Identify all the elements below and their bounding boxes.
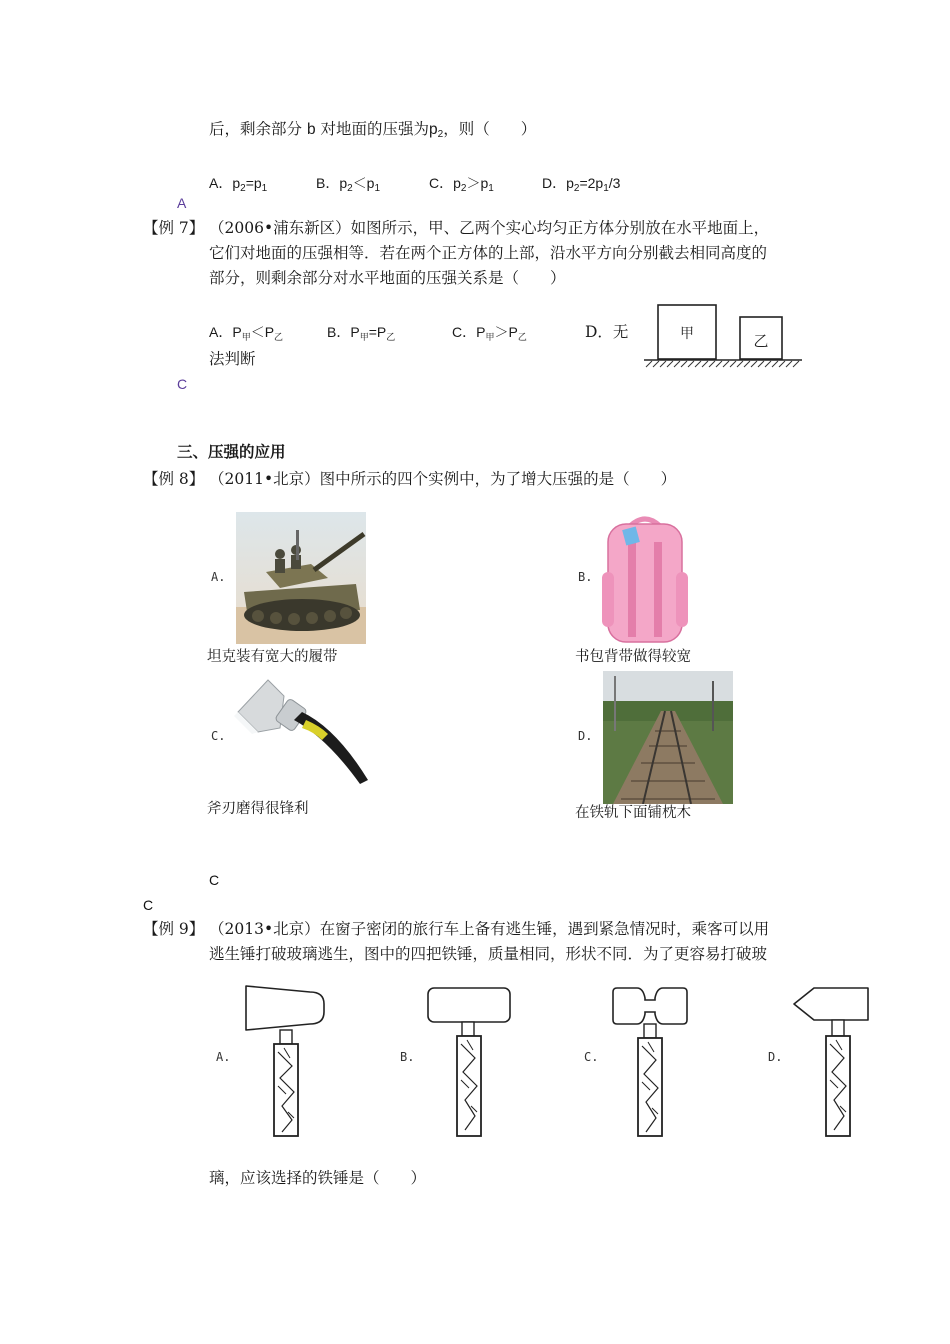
hammer-b — [424, 982, 514, 1142]
q7-option-d: D．无 — [585, 323, 629, 341]
q8-b-label: B. — [578, 570, 593, 584]
q6-option-c: C．$p_2>p_1$ — [429, 175, 494, 194]
q7-option-d-cont: 法判断 — [209, 350, 256, 368]
q8-c-label: C. — [211, 729, 226, 743]
q6-answer: A — [177, 195, 187, 211]
section-title: 三、压强的应用 — [177, 443, 286, 461]
hammer-d — [790, 982, 874, 1142]
q6-option-d: D．$p_2=2p_1/3$ — [542, 175, 621, 194]
q6-stem-tail: 后，剩余部分 b 对地面的压强为$p_2$，则（ ） — [209, 120, 537, 140]
svg-text:甲: 甲 — [680, 326, 694, 342]
q8-d-label: D. — [578, 729, 593, 743]
q8-stem: （2011•北京）图中所示的四个实例中，为了增大压强的是（ ） — [209, 470, 677, 488]
q6-option-b: B．$p_2<p_1$ — [316, 175, 381, 194]
hammer-c — [607, 982, 697, 1142]
hammer-a — [238, 982, 332, 1142]
q7-stem-line2: 它们对地面的压强相等．若在两个正方体的上部，沿水平方向分别截去相同高度的 — [209, 244, 768, 262]
q8-tag: 【例 8】 — [143, 470, 205, 488]
ground-hatching — [646, 361, 799, 367]
q8-d-caption: 在铁轨下面铺枕木 — [575, 805, 691, 821]
axe-image — [232, 676, 370, 798]
q9-stem-line3: 璃，应该选择的铁锤是（ ） — [209, 1169, 427, 1187]
q8-answer-inline: C — [209, 872, 220, 888]
q9-a-label: A. — [216, 1050, 231, 1064]
q9-b-label: B. — [400, 1050, 415, 1064]
q7-stem-line1: （2006•浦东新区）如图所示，甲、乙两个实心均匀正方体分别放在水平地面上， — [209, 219, 770, 237]
q7-cubes-figure — [638, 298, 808, 372]
cube-yi — [740, 317, 782, 359]
q8-c-caption: 斧刃磨得很锋利 — [207, 801, 309, 817]
q7-option-c: C．$P_甲>P_乙$ — [452, 324, 527, 342]
q7-option-b: B．$P_甲=P_乙$ — [327, 324, 396, 342]
q7-stem-line3: 部分，则剩余部分对水平地面的压强关系是（ ） — [209, 269, 566, 287]
svg-text:乙: 乙 — [753, 332, 769, 350]
q9-stem-line2: 逃生锤打破玻璃逃生，图中的四把铁锤，质量相同，形状不同．为了更容易打破玻 — [209, 945, 768, 963]
q8-b-caption: 书包背带做得较宽 — [575, 649, 691, 665]
q7-option-a: A．$P_甲<P_乙$ — [209, 324, 284, 342]
railway-image — [603, 671, 733, 804]
backpack-image — [600, 512, 690, 647]
q7-answer: C — [177, 376, 188, 392]
q9-c-label: C. — [584, 1050, 599, 1064]
q9-tag: 【例 9】 — [143, 920, 205, 938]
tank-image — [236, 512, 366, 644]
q9-stem-line1: （2013•北京）在窗子密闭的旅行车上备有逃生锤，遇到紧急情况时，乘客可以用 — [209, 920, 770, 938]
q7-tag: 【例 7】 — [143, 219, 205, 237]
cube-jia — [658, 305, 716, 359]
q8-answer: C — [143, 897, 154, 913]
q8-a-label: A. — [211, 570, 226, 584]
q8-a-caption: 坦克装有宽大的履带 — [207, 649, 338, 665]
q9-d-label: D. — [768, 1050, 783, 1064]
q6-option-a: A．$p_2=p_1$ — [209, 175, 268, 194]
